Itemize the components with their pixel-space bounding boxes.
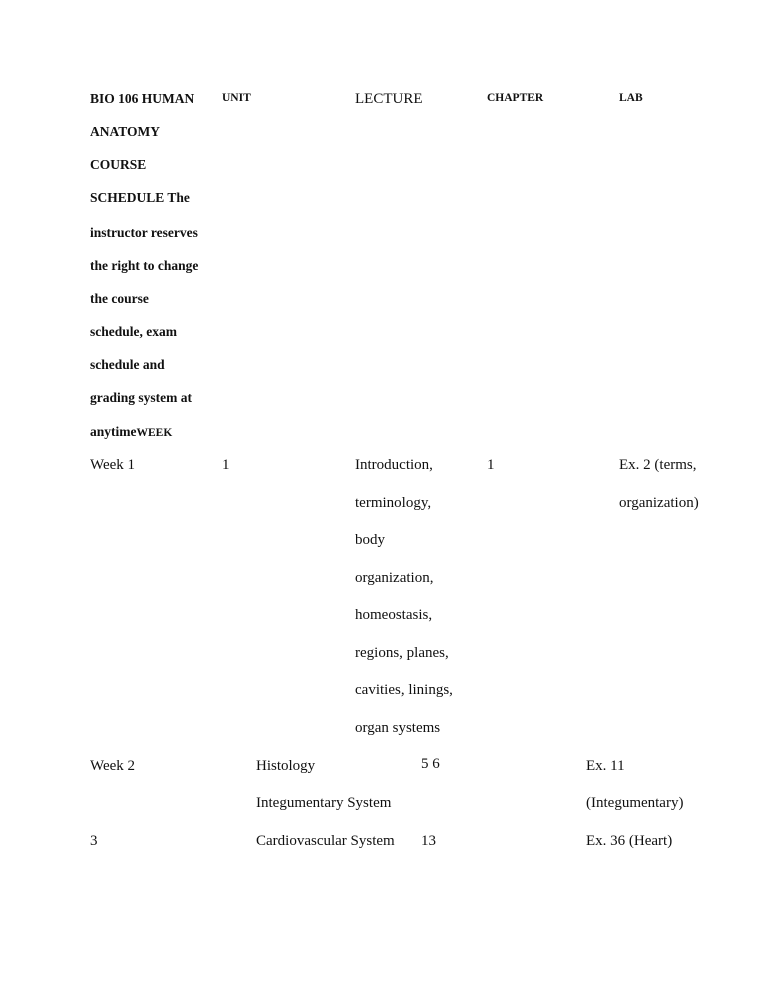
row-lab-line: Ex. 11 <box>586 758 625 774</box>
row-lab-line: Ex. 36 (Heart) <box>586 833 673 849</box>
course-title-line: schedule and <box>90 357 165 372</box>
row-lecture-line: Cardiovascular System <box>256 833 395 849</box>
row-lecture-line: organization, <box>355 570 434 586</box>
unit-column-header: UNIT <box>222 92 251 104</box>
row-week: 3 <box>90 833 98 849</box>
row-lecture-line: body <box>355 532 385 548</box>
chapter-column-header: CHAPTER <box>487 92 544 104</box>
row-lecture-line: terminology, <box>355 495 432 511</box>
row-lab-line: organization) <box>619 495 699 511</box>
course-title-line: the course <box>90 291 149 306</box>
lab-column-header: LAB <box>619 92 643 104</box>
course-title-line: schedule, exam <box>90 324 177 339</box>
week-column-header: WEEK <box>136 427 173 439</box>
row-week: Week 2 <box>90 758 136 774</box>
row-lecture-line: homeostasis, <box>355 607 433 623</box>
row-lecture-line: cavities, linings, <box>355 682 453 698</box>
row-lecture-line: Integumentary System <box>256 795 392 811</box>
course-title-line: ANATOMY <box>90 124 160 139</box>
row-lecture-line: organ systems <box>355 720 441 736</box>
row-lecture-line: regions, planes, <box>355 645 449 661</box>
row-chapter: 5 6 <box>421 756 440 772</box>
row-lecture-line: Histology <box>256 758 316 774</box>
course-title-line: COURSE <box>90 157 147 172</box>
course-title-line: instructor reserves <box>90 225 198 240</box>
course-title-line: BIO 106 HUMAN <box>90 91 195 106</box>
row-lab-line: Ex. 2 (terms, <box>619 457 697 473</box>
row-chapter: 13 <box>421 833 436 849</box>
row-lab-line: (Integumentary) <box>586 795 684 811</box>
course-title-last-line <box>90 424 172 440</box>
row-unit: 1 <box>222 457 230 473</box>
course-title-line: SCHEDULE The <box>90 190 190 205</box>
row-week: Week 1 <box>90 457 136 473</box>
row-chapter: 1 <box>487 457 495 473</box>
row-lecture-line: Introduction, <box>355 457 433 473</box>
course-title-anytime: anytime <box>90 424 137 439</box>
course-title-line: grading system at <box>90 390 192 405</box>
course-title-line: the right to change <box>90 258 199 273</box>
lecture-column-header: LECTURE <box>355 91 423 107</box>
